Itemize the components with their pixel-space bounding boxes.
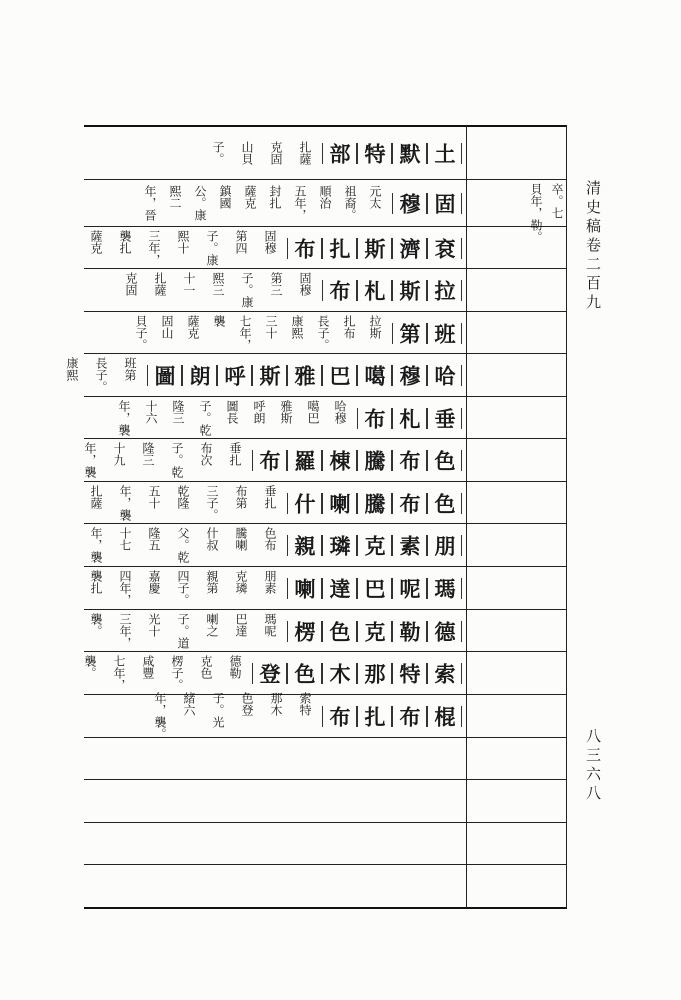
heading-char: 喇 [322, 493, 357, 514]
row-rule [84, 481, 567, 482]
note-col: 第三 [269, 272, 283, 296]
table-row [84, 313, 462, 353]
heading-chars [252, 450, 462, 471]
table-row [84, 440, 462, 480]
note-col: 四子。 [176, 570, 190, 606]
note-col: 貝年，勒。 [529, 183, 543, 243]
note-col: 子。光 [211, 692, 225, 728]
heading-char: 袞 [427, 238, 462, 259]
note-col: 元太 [368, 185, 382, 209]
heading-char: 木 [322, 663, 357, 684]
heading-char: 札 [392, 408, 427, 429]
note-col: 扎薩 [298, 141, 312, 165]
heading-char: 色 [322, 621, 357, 642]
heading-char: 棟 [322, 450, 357, 471]
row-rule [84, 311, 567, 312]
note-col: 克色 [199, 655, 213, 679]
page-number-side: 八三六八 [584, 728, 602, 804]
heading-char: 布 [252, 450, 287, 471]
heading-char: 垂 [427, 408, 462, 429]
note-col: 四年， [118, 570, 132, 606]
row-rule [84, 779, 567, 780]
note-col: 康熙 [65, 357, 79, 381]
note-col: 子。乾 [198, 400, 212, 436]
heading-chars [392, 323, 462, 344]
note-col: 十七 [118, 527, 132, 551]
note-col: 薩克 [186, 315, 200, 339]
annotation-group [133, 315, 382, 351]
row-rule [84, 651, 567, 652]
annotation-group [88, 485, 277, 521]
note-col: 垂扎 [228, 442, 242, 466]
heading-char: 什 [287, 493, 322, 514]
heading-char: 喇 [287, 578, 322, 599]
table-row [65, 355, 462, 395]
note-col: 固穆 [298, 272, 312, 296]
note-col: 封扎 [268, 185, 282, 209]
note-col: 襲 [212, 315, 226, 327]
heading-char: 布 [392, 450, 427, 471]
note-col: 噶巴 [306, 400, 320, 424]
heading-char: 德 [427, 621, 462, 642]
heading-char: 圖 [147, 365, 182, 386]
heading-char: 色 [427, 450, 462, 471]
note-col: 楞子。 [170, 655, 184, 691]
heading-char: 克 [357, 535, 392, 556]
note-col: 年，襲 [118, 485, 132, 521]
heading-char: 楞 [287, 621, 322, 642]
note-col: 十一 [182, 272, 196, 296]
note-col: 長子。 [316, 315, 330, 351]
note-col: 隆五 [147, 527, 161, 551]
table-bottom-rule [84, 907, 567, 909]
heading-chars [322, 280, 462, 301]
annotation-group [88, 527, 277, 563]
annotation-group [82, 655, 242, 691]
note-col: 長子。 [94, 357, 108, 393]
heading-char: 勒 [392, 621, 427, 642]
heading-chars [322, 706, 462, 727]
table-row [84, 525, 462, 565]
heading-char: 部 [322, 143, 357, 164]
note-col: 山貝 [240, 141, 254, 165]
note-col: 康熙 [290, 315, 304, 339]
row-rule [84, 353, 567, 354]
note-col: 朋素 [263, 570, 277, 594]
note-col: 年，晉 [143, 185, 157, 221]
note-col: 扎布 [342, 315, 356, 339]
note-col: 父。乾 [176, 527, 190, 563]
row-rule [84, 822, 567, 823]
table-row [84, 228, 462, 268]
note-col: 七年， [112, 655, 126, 691]
heading-char: 棍 [427, 706, 462, 727]
note-col: 緒六 [182, 692, 196, 716]
note-col: 乾隆 [176, 485, 190, 509]
heading-chars [252, 663, 462, 684]
note-col: 三年， [147, 230, 161, 266]
heading-chars [287, 493, 462, 514]
note-col: 克璘 [234, 570, 248, 594]
heading-char: 呼 [217, 365, 252, 386]
note-col: 熙十 [176, 230, 190, 254]
heading-char: 布 [392, 706, 427, 727]
note-col: 熙三 [211, 272, 225, 296]
heading-char: 朗 [182, 365, 217, 386]
note-col: 五年， [293, 185, 307, 221]
row-rule [84, 268, 567, 269]
table-row [84, 568, 462, 608]
note-col: 瑪呢 [263, 613, 277, 637]
heading-char: 扎 [357, 706, 392, 727]
heading-char: 穆 [392, 193, 427, 214]
note-col: 七年， [238, 315, 252, 351]
note-col: 十九 [112, 442, 126, 466]
note-col: 三子。 [205, 485, 219, 521]
heading-char: 雅 [287, 365, 322, 386]
column-divider [466, 125, 467, 908]
note-col: 子。康 [240, 272, 254, 308]
note-col: 隆三 [141, 442, 155, 466]
heading-char: 斯 [392, 280, 427, 301]
note-col: 年，襲 [117, 400, 131, 436]
annotation-group [88, 570, 277, 606]
heading-char: 穆 [392, 365, 427, 386]
note-col: 固山 [160, 315, 174, 339]
row-rule [84, 609, 567, 610]
heading-char: 札 [357, 280, 392, 301]
note-col: 親第 [205, 570, 219, 594]
note-col: 十六 [144, 400, 158, 424]
annotation-group [210, 141, 312, 165]
heading-char: 斯 [252, 365, 287, 386]
note-col: 光十 [147, 613, 161, 637]
note-col: 襲扎 [118, 230, 132, 254]
note-col: 貝子。 [134, 315, 148, 351]
table-row [84, 181, 462, 225]
note-col: 年，襲 [89, 527, 103, 563]
heading-char: 噶 [357, 365, 392, 386]
note-col: 子。乾 [170, 442, 184, 478]
row-rule [84, 396, 567, 397]
annotation-group [116, 400, 347, 436]
annotation-group [64, 357, 137, 393]
heading-char: 朋 [427, 535, 462, 556]
heading-char: 呢 [392, 578, 427, 599]
heading-char: 拉 [427, 280, 462, 301]
note-col: 第四 [234, 230, 248, 254]
heading-chars [287, 535, 462, 556]
annotation-group [88, 230, 277, 266]
heading-char: 濟 [392, 238, 427, 259]
heading-char: 布 [322, 280, 357, 301]
heading-char: 克 [357, 621, 392, 642]
heading-chars [322, 143, 462, 164]
heading-char: 瑪 [427, 578, 462, 599]
heading-char: 默 [392, 143, 427, 164]
row-rule [84, 438, 567, 439]
note-col: 德勒 [228, 655, 242, 679]
heading-char: 布 [357, 408, 392, 429]
note-col: 順治 [318, 185, 332, 209]
heading-char: 哈 [427, 365, 462, 386]
note-col: 五十 [147, 485, 161, 509]
row-rule [84, 864, 567, 865]
row-rule [84, 566, 567, 567]
heading-char: 達 [322, 578, 357, 599]
heading-char: 特 [357, 143, 392, 164]
heading-char: 登 [252, 663, 287, 684]
table-row [84, 653, 462, 693]
note-col: 子。道 [176, 613, 190, 649]
note-col: 布第 [234, 485, 248, 509]
annotation-group [152, 692, 312, 740]
table-row [84, 611, 462, 651]
note-col: 襲。 [89, 613, 103, 637]
note-col: 鎮國 [218, 185, 232, 209]
heading-chars [392, 193, 462, 214]
heading-chars [357, 408, 462, 429]
note-col: 公。康 [193, 185, 207, 221]
note-col: 巴達 [234, 613, 248, 637]
note-col: 色布 [263, 527, 277, 551]
note-col: 什叔 [205, 527, 219, 551]
note-col: 哈穆 [333, 400, 347, 424]
note-col: 克固 [124, 272, 138, 296]
note-col: 喇之 [205, 613, 219, 637]
note-col: 三十 [264, 315, 278, 339]
heading-char: 土 [427, 143, 462, 164]
page-title-side: 清史稿卷二百九 [584, 180, 602, 313]
note-col: 薩克 [243, 185, 257, 209]
heading-char: 固 [427, 193, 462, 214]
heading-char: 騰 [357, 493, 392, 514]
note-col: 扎薩 [89, 485, 103, 509]
heading-char: 璘 [322, 535, 357, 556]
heading-char: 巴 [322, 365, 357, 386]
note-col: 咸豐 [141, 655, 155, 679]
note-col: 嘉慶 [147, 570, 161, 594]
note-col: 垂扎 [263, 485, 277, 509]
annotation-group [123, 272, 312, 308]
note-col: 三年， [118, 613, 132, 649]
heading-char: 布 [322, 706, 357, 727]
note-col: 班第 [123, 357, 137, 381]
heading-char: 巴 [357, 578, 392, 599]
note-col: 薩克 [89, 230, 103, 254]
heading-char: 第 [392, 323, 427, 344]
heading-char: 素 [392, 535, 427, 556]
note-col: 固穆 [263, 230, 277, 254]
row-rule [84, 179, 567, 180]
heading-chars [287, 238, 462, 259]
note-col: 襲扎 [89, 570, 103, 594]
heading-char: 斯 [357, 238, 392, 259]
note-col: 卒。七 [550, 183, 564, 219]
note-col: 熙二 [168, 185, 182, 209]
heading-char: 布 [392, 493, 427, 514]
note-col: 扎薩 [153, 272, 167, 296]
heading-char: 羅 [287, 450, 322, 471]
annotation-group [88, 613, 277, 649]
table-row [84, 483, 462, 523]
table-row [84, 270, 462, 310]
note-col: 襲。 [83, 655, 97, 679]
heading-chars [287, 621, 462, 642]
note-col: 色登 [240, 692, 254, 716]
note-col: 騰喇 [234, 527, 248, 551]
table-top-rule [84, 125, 567, 127]
row-rule [84, 523, 567, 524]
heading-chars [147, 365, 462, 386]
note-col: 祖裔。 [343, 185, 357, 221]
note-col: 年，襲 [83, 442, 97, 478]
note-col: 克固 [269, 141, 283, 165]
heading-char: 特 [392, 663, 427, 684]
note-col: 年，襲。 [153, 692, 167, 740]
heading-chars [287, 578, 462, 599]
note-col: 隆三 [171, 400, 185, 424]
note-col: 雅斯 [279, 400, 293, 424]
annotation-group [142, 185, 382, 221]
heading-char: 色 [427, 493, 462, 514]
heading-char: 那 [357, 663, 392, 684]
heading-char: 親 [287, 535, 322, 556]
table-row [84, 692, 462, 740]
note-col: 拉斯 [368, 315, 382, 339]
note-col: 索特 [298, 692, 312, 716]
note-col: 圖長 [225, 400, 239, 424]
note-col: 那木 [269, 692, 283, 716]
table-row [84, 398, 462, 438]
note-col: 子。 [211, 141, 225, 165]
heading-char: 布 [287, 238, 322, 259]
note-col: 呼朗 [252, 400, 266, 424]
column-divider [566, 125, 567, 908]
heading-char: 色 [287, 663, 322, 684]
annotation-group [82, 442, 242, 478]
table-row [84, 128, 462, 178]
note-col: 子。康 [205, 230, 219, 266]
heading-char: 騰 [357, 450, 392, 471]
heading-char: 扎 [322, 238, 357, 259]
heading-char: 班 [427, 323, 462, 344]
note-col: 布次 [199, 442, 213, 466]
right-column-note [472, 183, 564, 243]
heading-char: 索 [427, 663, 462, 684]
